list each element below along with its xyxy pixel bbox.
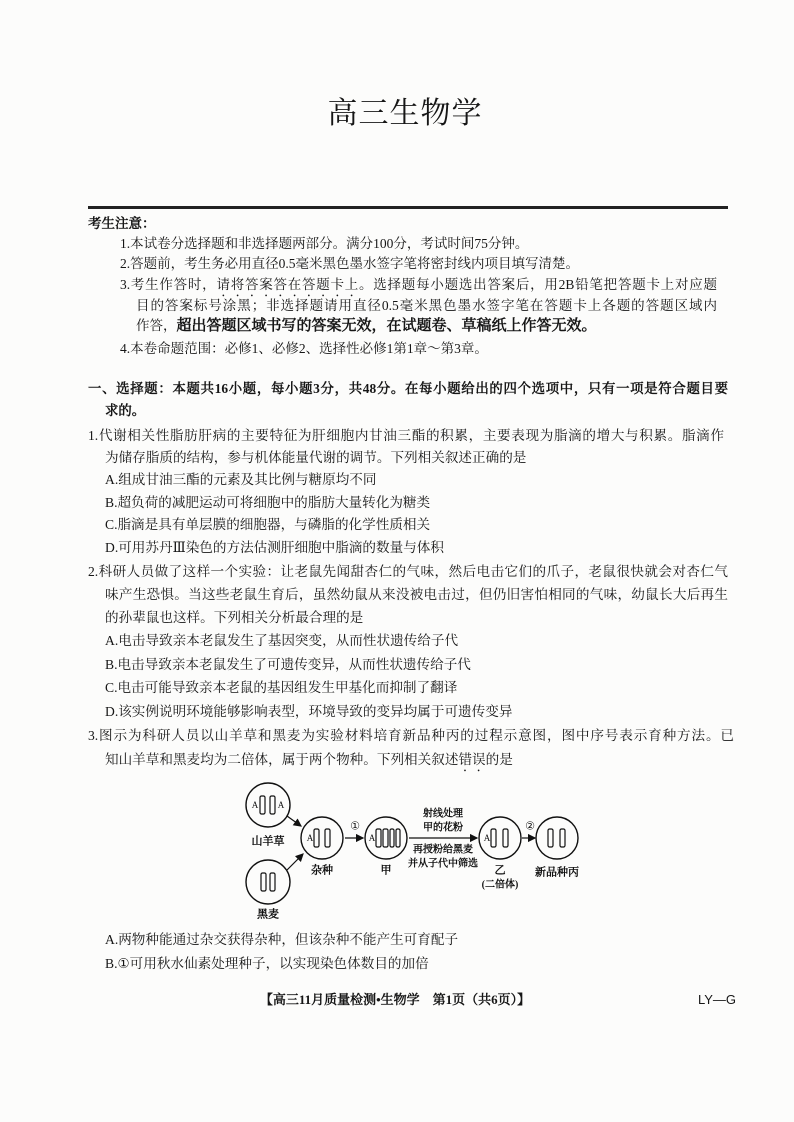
question-1-stem-line: 1.代谢相关性脂肪肝病的主要特征为肝细胞内甘油三酯的积累，主要表现为脂滴的增大与积累。脂滴作 [88,428,724,443]
notice-item-3-text: 3.考生作答时， [120,277,217,292]
chromosome [260,796,265,814]
chromosome [325,829,330,847]
bing-label: 新品种丙 [535,866,579,879]
chromosome [390,829,394,847]
chromosome [314,829,319,847]
question-2-stem-line: 味产生恐惧。当这些老鼠生育后，虽然幼鼠从来没被电击过，但仍旧害怕相同的气味，幼鼠长大后再生 [105,587,728,602]
question-3-stem-text: 的是 [485,752,513,767]
question-3-stem-line [105,750,513,770]
question-3-stem-text: 知山羊草和黑麦均为二倍体，属于两个物种。下列相关叙述 [105,752,459,767]
process-label-top: 甲的花粉 [423,822,463,834]
notice-item-3-bold-warning: 超出答题区域书写的答案无效，在试题卷、草稿纸上作答无效。 [176,318,597,334]
question-3-stem-line: 3.图示为科研人员以山羊草和黑麦为实验材料培育新品种丙的过程示意图，图中序号表示育种方法。已 [88,728,734,743]
bing-cell [536,817,578,859]
chromosome [270,873,275,891]
process-label-bottom: 并从子代中筛选 [408,858,478,870]
gene-label-a: A [483,833,491,844]
chromosome [548,829,553,847]
step-1-marker: ① [350,820,360,833]
arrow [287,854,303,870]
question-1-stem-line: 为储存脂质的结构，参与机体能量代谢的调节。下列相关叙述正确的是 [105,450,527,465]
question-2-option-c: C.电击可能导致亲本老鼠的基因组发生甲基化而抑制了翻译 [105,680,458,695]
hybrid-label: 杂种 [311,864,333,877]
chromosome [376,829,381,847]
notice-item-3-line-3 [136,316,597,336]
process-label-bottom: 再授粉给黑麦 [413,844,473,856]
chromosome [503,829,508,847]
yi-label: 乙 [494,864,506,877]
notice-heading: 考生注意： [88,216,156,231]
question-1-option-d: D.可用苏丹Ⅲ染色的方法估测肝细胞中脂滴的数量与体积 [105,540,444,555]
parent2-label: 黑麦 [257,908,279,921]
notice-item-2: 2.答题前，考生务必用直径0.5毫米黑色墨水签字笔将密封线内项目填写清楚。 [120,256,579,271]
notice-item-4: 4.本卷命题范围：必修1、必修2、选择性必修1第1章～第3章。 [120,341,488,356]
notice-item-1: 1.本试卷分选择题和非选择题两部分。满分100分，考试时间75分钟。 [120,236,529,251]
page-footer: 【高三11月质量检测•生物学 第1页（共6页）】 [259,992,531,1007]
process-label-top: 射线处理 [423,808,463,820]
paper-code: LY—G [698,992,737,1007]
chromosome [560,829,565,847]
yi-note: (二倍体) [481,879,519,891]
notice-item-3-line-2: 目的答案标号涂黑；非选择题请用直径0.5毫米黑色墨水签字笔在答题卡上各题的答题区域内 [136,298,717,313]
question-2-option-b: B.电击导致亲本老鼠发生了可遗传变异，从而性状遗传给子代 [105,657,471,672]
page-title: 高三生物学 [327,97,483,130]
breeding-process-diagram [235,778,615,928]
chromosome [396,829,400,847]
question-1-option-a: A.组成甘油三酯的元素及其比例与糖原均不同 [105,472,377,487]
question-2-option-a: A.电击导致亲本老鼠发生了基因突变，从而性状遗传给子代 [105,633,459,648]
gene-label-a: A [306,833,314,844]
parent1-label: 山羊草 [251,835,285,848]
gene-label-a: A [277,800,285,811]
question-2-option-d: D.该实例说明环境能够影响表型，环境导致的变异均属于可遗传变异 [105,704,513,719]
step-2-marker: ② [525,820,535,833]
question-3-option-b: B.①可用秋水仙素处理种子，以实现染色体数目的加倍 [105,956,429,971]
notice-item-3-text: 。选择题每小题选出答案后，用2B铅笔把答题卡上对应题 [359,277,717,292]
chromosome [491,829,496,847]
jia-label: 甲 [380,864,392,877]
question-3-option-a: A.两物种能通过杂交获得杂种，但该杂种不能产生可育配子 [105,932,459,947]
parent2-cell [246,860,290,904]
chromosome [383,829,388,847]
arrow [287,816,301,826]
question-2-stem-line: 的孙辈鼠也这样。下列相关分析最合理的是 [105,610,364,625]
question-3-emphasis: 错误 [458,752,486,767]
section-heading-line-1: 一、选择题：本题共16小题，每小题3分，共48分。在每小题给出的四个选项中，只有一项是符合题目要 [88,381,728,396]
chromosome [270,796,275,814]
notice-item-3-emphasis: 请将答案答在答题卡上 [216,277,360,292]
gene-label-a: A [368,833,376,844]
question-1-option-b: B.超负荷的减肥运动可将细胞中的脂肪大量转化为糖类 [105,495,431,510]
header-rule [88,206,728,209]
notice-item-3-line-1 [120,275,717,295]
section-heading-line-2: 求的。 [105,403,146,418]
question-1-option-c: C.脂滴是具有单层膜的细胞器，与磷脂的化学性质相关 [105,517,431,532]
chromosome [261,873,266,891]
question-2-stem-line: 2.科研人员做了这样一个实验：让老鼠先闻甜杏仁的气味，然后电击它们的爪子，老鼠很快就会对杏仁气 [88,564,728,579]
gene-label-a: A [251,800,259,811]
notice-item-3-text: 作答， [136,318,177,333]
